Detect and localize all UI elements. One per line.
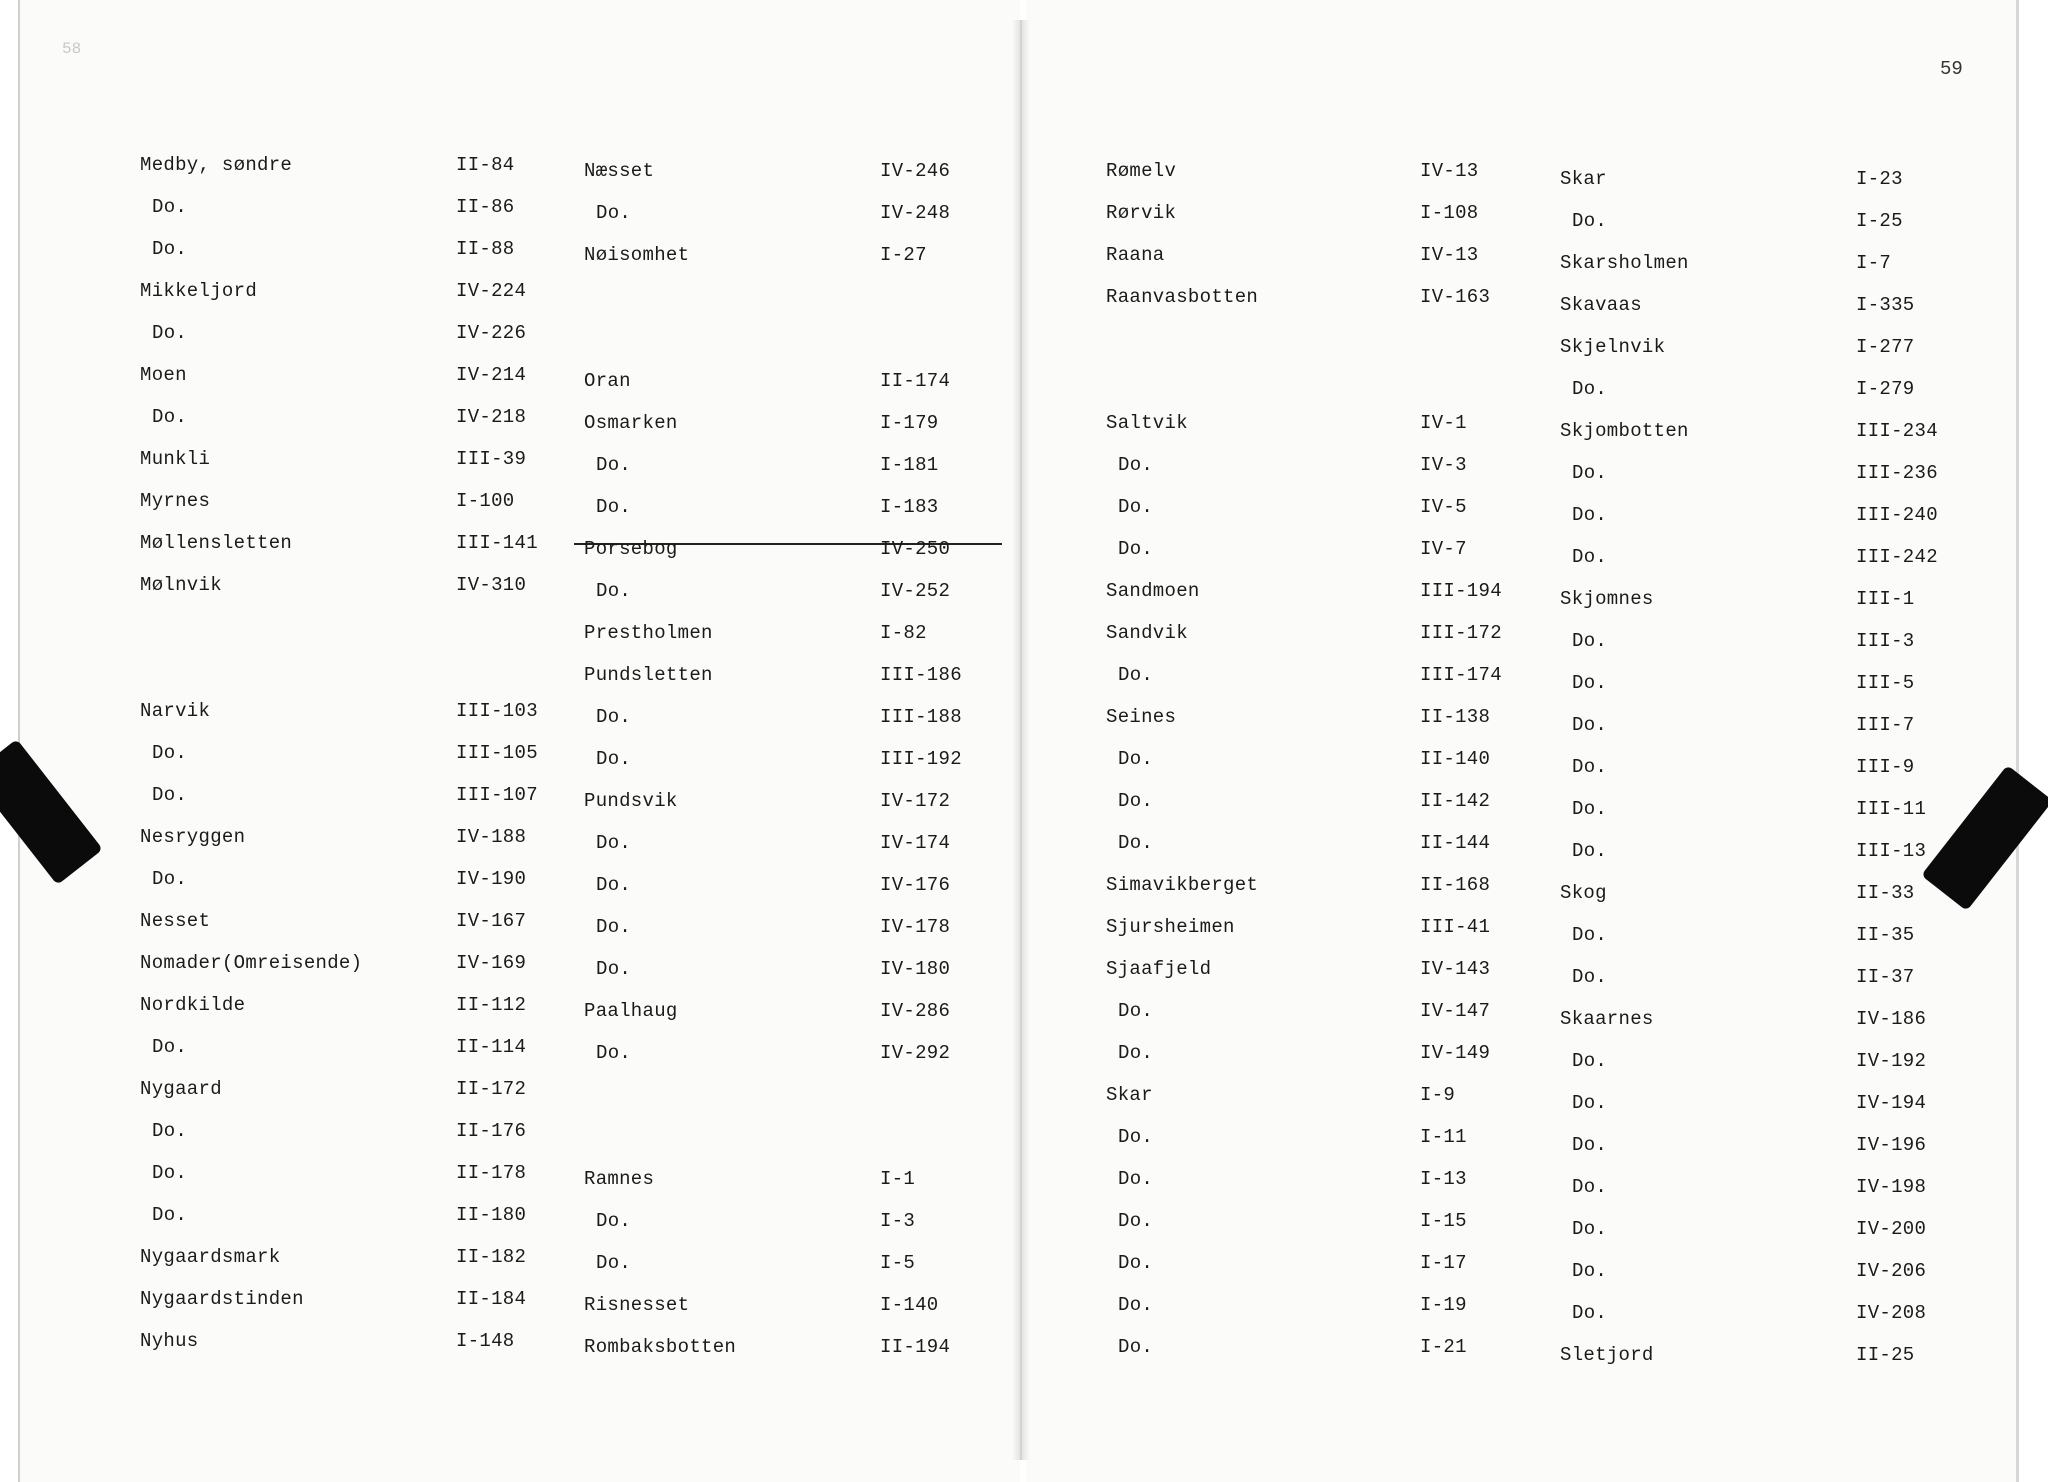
volume-page-reference: I-82	[880, 622, 927, 644]
volume-page-reference: I-100	[456, 490, 515, 512]
place-name: Sjaafjeld	[1106, 958, 1212, 980]
volume-page-reference: IV-143	[1420, 958, 1491, 980]
volume-page-reference: IV-176	[880, 874, 951, 896]
volume-page-reference: IV-214	[456, 364, 527, 386]
volume-page-reference: III-236	[1856, 462, 1938, 484]
ditto-mark: Do.	[596, 202, 632, 224]
ditto-mark: Do.	[1118, 1336, 1154, 1358]
volume-page-reference: III-172	[1420, 622, 1502, 644]
volume-page-reference: I-279	[1856, 378, 1915, 400]
volume-page-reference: IV-250	[880, 538, 951, 560]
volume-page-reference: IV-167	[456, 910, 527, 932]
ditto-mark: Do.	[152, 238, 188, 260]
volume-page-reference: III-242	[1856, 546, 1938, 568]
volume-page-reference: II-35	[1856, 924, 1915, 946]
ditto-mark: Do.	[152, 322, 188, 344]
ditto-mark: Do.	[1572, 210, 1608, 232]
ditto-mark: Do.	[1572, 504, 1608, 526]
volume-page-reference: I-183	[880, 496, 939, 518]
ditto-mark: Do.	[1118, 790, 1154, 812]
place-name: Næsset	[584, 160, 655, 182]
ditto-mark: Do.	[1118, 832, 1154, 854]
ditto-mark: Do.	[1572, 546, 1608, 568]
place-name: Narvik	[140, 700, 211, 722]
volume-page-reference: I-17	[1420, 1252, 1467, 1274]
ditto-mark: Do.	[1572, 1260, 1608, 1282]
volume-page-reference: III-13	[1856, 840, 1927, 862]
volume-page-reference: I-140	[880, 1294, 939, 1316]
ditto-mark: Do.	[1572, 756, 1608, 778]
ditto-mark: Do.	[596, 1042, 632, 1064]
volume-page-reference: IV-226	[456, 322, 527, 344]
volume-page-reference: IV-5	[1420, 496, 1467, 518]
place-name: Munkli	[140, 448, 211, 470]
volume-page-reference: IV-3	[1420, 454, 1467, 476]
volume-page-reference: IV-172	[880, 790, 951, 812]
ditto-mark: Do.	[152, 868, 188, 890]
volume-page-reference: I-7	[1856, 252, 1892, 274]
ditto-mark: Do.	[1572, 1092, 1608, 1114]
ditto-mark: Do.	[1118, 1210, 1154, 1232]
volume-page-reference: IV-196	[1856, 1134, 1927, 1156]
place-name: Mølnvik	[140, 574, 222, 596]
volume-page-reference: II-176	[456, 1120, 527, 1142]
ditto-mark: Do.	[1572, 966, 1608, 988]
volume-page-reference: IV-192	[1856, 1050, 1927, 1072]
volume-page-reference: III-7	[1856, 714, 1915, 736]
place-name: Skjomnes	[1560, 588, 1654, 610]
volume-page-reference: II-138	[1420, 706, 1491, 728]
volume-page-reference: I-148	[456, 1330, 515, 1352]
volume-page-reference: I-9	[1420, 1084, 1456, 1106]
volume-page-reference: II-168	[1420, 874, 1491, 896]
volume-page-reference: II-174	[880, 370, 951, 392]
ditto-mark: Do.	[152, 1204, 188, 1226]
ditto-mark: Do.	[152, 1162, 188, 1184]
ditto-mark: Do.	[1572, 630, 1608, 652]
place-name: Osmarken	[584, 412, 678, 434]
volume-page-reference: I-21	[1420, 1336, 1467, 1358]
volume-page-reference: III-1	[1856, 588, 1915, 610]
volume-page-reference: II-25	[1856, 1344, 1915, 1366]
ditto-mark: Do.	[596, 832, 632, 854]
volume-page-reference: I-25	[1856, 210, 1903, 232]
ditto-mark: Do.	[596, 916, 632, 938]
volume-page-reference: IV-292	[880, 1042, 951, 1064]
volume-page-reference: IV-198	[1856, 1176, 1927, 1198]
volume-page-reference: IV-178	[880, 916, 951, 938]
place-name: Skarsholmen	[1560, 252, 1689, 274]
place-name: Skog	[1560, 882, 1607, 904]
volume-page-reference: I-13	[1420, 1168, 1467, 1190]
ditto-mark: Do.	[1572, 798, 1608, 820]
book-spine	[1012, 20, 1030, 1460]
volume-page-reference: I-181	[880, 454, 939, 476]
volume-page-reference: III-105	[456, 742, 538, 764]
place-name: Sandvik	[1106, 622, 1188, 644]
ditto-mark: Do.	[1572, 924, 1608, 946]
volume-page-reference: I-1	[880, 1168, 916, 1190]
volume-page-reference: IV-180	[880, 958, 951, 980]
ditto-mark: Do.	[596, 580, 632, 602]
volume-page-reference: IV-13	[1420, 160, 1479, 182]
volume-page-reference: I-108	[1420, 202, 1479, 224]
place-name: Rømelv	[1106, 160, 1177, 182]
ditto-mark: Do.	[152, 196, 188, 218]
volume-page-reference: II-144	[1420, 832, 1491, 854]
place-name: Raana	[1106, 244, 1165, 266]
place-name: Myrnes	[140, 490, 211, 512]
volume-page-reference: II-172	[456, 1078, 527, 1100]
volume-page-reference: I-3	[880, 1210, 916, 1232]
ditto-mark: Do.	[1118, 538, 1154, 560]
volume-page-reference: III-107	[456, 784, 538, 806]
place-name: Nomader(Omreisende)	[140, 952, 363, 974]
volume-page-reference: I-19	[1420, 1294, 1467, 1316]
ditto-mark: Do.	[596, 748, 632, 770]
volume-page-reference: III-11	[1856, 798, 1927, 820]
place-name: Rørvik	[1106, 202, 1177, 224]
place-name: Nøisomhet	[584, 244, 690, 266]
volume-page-reference: IV-7	[1420, 538, 1467, 560]
place-name: Medby, søndre	[140, 154, 293, 176]
volume-page-reference: I-23	[1856, 168, 1903, 190]
ditto-mark: Do.	[1118, 1000, 1154, 1022]
ditto-mark: Do.	[1572, 840, 1608, 862]
ditto-mark: Do.	[596, 1210, 632, 1232]
place-name: Skar	[1560, 168, 1607, 190]
place-name: Moen	[140, 364, 187, 386]
volume-page-reference: II-182	[456, 1246, 527, 1268]
place-name: Risnesset	[584, 1294, 690, 1316]
ditto-mark: Do.	[1118, 748, 1154, 770]
place-name: Møllensletten	[140, 532, 293, 554]
volume-page-reference: IV-208	[1856, 1302, 1927, 1324]
ditto-mark: Do.	[596, 706, 632, 728]
volume-page-reference: IV-163	[1420, 286, 1491, 308]
ditto-mark: Do.	[152, 742, 188, 764]
volume-page-reference: I-27	[880, 244, 927, 266]
place-name: Ramnes	[584, 1168, 655, 1190]
volume-page-reference: II-194	[880, 1336, 951, 1358]
ditto-mark: Do.	[1118, 1252, 1154, 1274]
place-name: Nordkilde	[140, 994, 246, 1016]
ditto-mark: Do.	[596, 874, 632, 896]
volume-page-reference: II-178	[456, 1162, 527, 1184]
volume-page-reference: III-39	[456, 448, 527, 470]
volume-page-reference: IV-194	[1856, 1092, 1927, 1114]
place-name: Sandmoen	[1106, 580, 1200, 602]
ditto-mark: Do.	[1572, 462, 1608, 484]
place-name: Paalhaug	[584, 1000, 678, 1022]
ditto-mark: Do.	[1572, 1176, 1608, 1198]
volume-page-reference: III-188	[880, 706, 962, 728]
place-name: Raanvasbotten	[1106, 286, 1259, 308]
place-name: Porsebog	[584, 538, 678, 560]
volume-page-reference: III-3	[1856, 630, 1915, 652]
faint-page-mark: 58	[62, 40, 82, 58]
ditto-mark: Do.	[152, 1036, 188, 1058]
volume-page-reference: III-103	[456, 700, 538, 722]
volume-page-reference: IV-1	[1420, 412, 1467, 434]
place-name: Nygaard	[140, 1078, 222, 1100]
ditto-mark: Do.	[1572, 1134, 1608, 1156]
volume-page-reference: I-277	[1856, 336, 1915, 358]
place-name: Skjelnvik	[1560, 336, 1666, 358]
ditto-mark: Do.	[152, 406, 188, 428]
volume-page-reference: IV-218	[456, 406, 527, 428]
volume-page-reference: IV-252	[880, 580, 951, 602]
volume-page-reference: II-142	[1420, 790, 1491, 812]
place-name: Rombaksbotten	[584, 1336, 737, 1358]
volume-page-reference: IV-186	[1856, 1008, 1927, 1030]
volume-page-reference: I-5	[880, 1252, 916, 1274]
ditto-mark: Do.	[1572, 1218, 1608, 1240]
place-name: Skar	[1106, 1084, 1153, 1106]
volume-page-reference: II-84	[456, 154, 515, 176]
volume-page-reference: II-37	[1856, 966, 1915, 988]
volume-page-reference: II-33	[1856, 882, 1915, 904]
volume-page-reference: IV-248	[880, 202, 951, 224]
volume-page-reference: II-114	[456, 1036, 527, 1058]
volume-page-reference: I-11	[1420, 1126, 1467, 1148]
place-name: Prestholmen	[584, 622, 713, 644]
ditto-mark: Do.	[1118, 1042, 1154, 1064]
volume-page-reference: III-174	[1420, 664, 1502, 686]
place-name: Pundsvik	[584, 790, 678, 812]
place-name: Nesryggen	[140, 826, 246, 848]
volume-page-reference: II-184	[456, 1288, 527, 1310]
ditto-mark: Do.	[596, 496, 632, 518]
ditto-mark: Do.	[596, 1252, 632, 1274]
place-name: Sletjord	[1560, 1344, 1654, 1366]
page-number: 59	[1940, 58, 1963, 80]
volume-page-reference: III-186	[880, 664, 962, 686]
place-name: Seines	[1106, 706, 1177, 728]
ditto-mark: Do.	[1118, 1126, 1154, 1148]
volume-page-reference: III-192	[880, 748, 962, 770]
volume-page-reference: IV-190	[456, 868, 527, 890]
volume-page-reference: II-86	[456, 196, 515, 218]
place-name: Mikkeljord	[140, 280, 258, 302]
volume-page-reference: I-15	[1420, 1210, 1467, 1232]
volume-page-reference: III-5	[1856, 672, 1915, 694]
volume-page-reference: IV-246	[880, 160, 951, 182]
volume-page-reference: IV-206	[1856, 1260, 1927, 1282]
volume-page-reference: I-335	[1856, 294, 1915, 316]
place-name: Skjombotten	[1560, 420, 1689, 442]
volume-page-reference: IV-149	[1420, 1042, 1491, 1064]
volume-page-reference: III-9	[1856, 756, 1915, 778]
volume-page-reference: II-88	[456, 238, 515, 260]
volume-page-reference: IV-224	[456, 280, 527, 302]
ditto-mark: Do.	[596, 454, 632, 476]
place-name: Oran	[584, 370, 631, 392]
place-name: Saltvik	[1106, 412, 1188, 434]
volume-page-reference: III-240	[1856, 504, 1938, 526]
volume-page-reference: III-234	[1856, 420, 1938, 442]
ditto-mark: Do.	[1572, 1050, 1608, 1072]
volume-page-reference: IV-188	[456, 826, 527, 848]
place-name: Simavikberget	[1106, 874, 1259, 896]
ditto-mark: Do.	[1572, 714, 1608, 736]
place-name: Nesset	[140, 910, 211, 932]
place-name: Skavaas	[1560, 294, 1642, 316]
ditto-mark: Do.	[152, 1120, 188, 1142]
place-name: Nygaardsmark	[140, 1246, 281, 1268]
volume-page-reference: III-41	[1420, 916, 1491, 938]
ditto-mark: Do.	[1572, 672, 1608, 694]
volume-page-reference: IV-169	[456, 952, 527, 974]
ditto-mark: Do.	[1118, 496, 1154, 518]
place-name: Sjursheimen	[1106, 916, 1235, 938]
volume-page-reference: IV-174	[880, 832, 951, 854]
volume-page-reference: IV-286	[880, 1000, 951, 1022]
volume-page-reference: II-112	[456, 994, 527, 1016]
place-name: Skaarnes	[1560, 1008, 1654, 1030]
volume-page-reference: III-194	[1420, 580, 1502, 602]
volume-page-reference: IV-147	[1420, 1000, 1491, 1022]
place-name: Nygaardstinden	[140, 1288, 304, 1310]
ditto-mark: Do.	[1118, 664, 1154, 686]
place-name: Nyhus	[140, 1330, 199, 1352]
ditto-mark: Do.	[152, 784, 188, 806]
ditto-mark: Do.	[1572, 378, 1608, 400]
ditto-mark: Do.	[1118, 1168, 1154, 1190]
volume-page-reference: IV-310	[456, 574, 527, 596]
ditto-mark: Do.	[1118, 1294, 1154, 1316]
place-name: Pundsletten	[584, 664, 713, 686]
volume-page-reference: I-179	[880, 412, 939, 434]
volume-page-reference: IV-200	[1856, 1218, 1927, 1240]
volume-page-reference: IV-13	[1420, 244, 1479, 266]
ditto-mark: Do.	[596, 958, 632, 980]
ditto-mark: Do.	[1118, 454, 1154, 476]
volume-page-reference: III-141	[456, 532, 538, 554]
volume-page-reference: II-180	[456, 1204, 527, 1226]
ditto-mark: Do.	[1572, 1302, 1608, 1324]
volume-page-reference: II-140	[1420, 748, 1491, 770]
